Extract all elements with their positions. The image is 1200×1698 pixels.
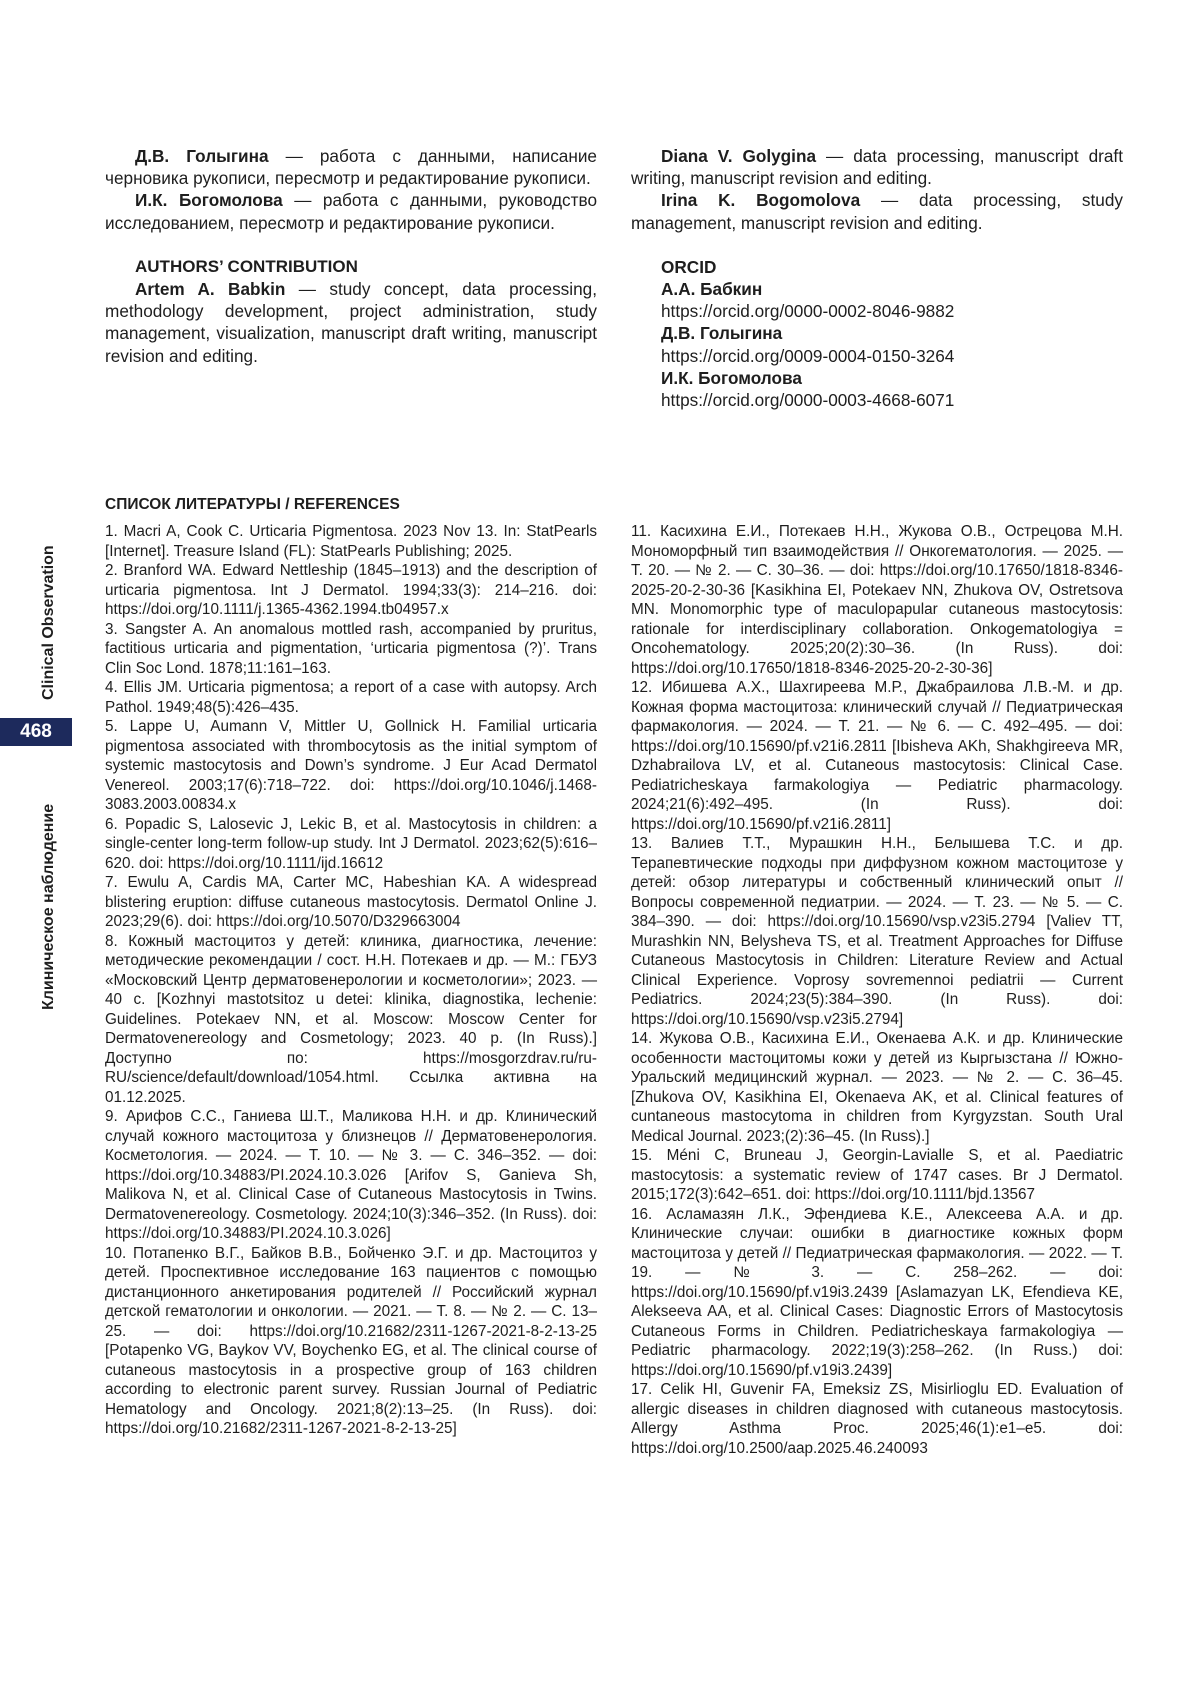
reference-item: 5. Lappe U, Aumann V, Mittler U, Gollnick H. Familial urticaria pigmentosa associated with thrombocytosis as the initial symptom of systemic mastocytosis and Down’s syndrome. J Eur Acad Dermatol Venereol. 2003;17(6):718–722. doi: https://doi.org/10.1046/j.1468-3083.2003.00834.x <box>105 718 597 813</box>
section-label-ru: Клиническое наблюдение <box>40 803 57 1010</box>
reference-item: 13. Валиев Т.Т., Мурашкин Н.Н., Белышева Т.С. и др. Терапевтические подходы при диффузном кожном мастоцитозе у детей: обзор литературы и собственный клинический опыт // Вопросы современной педиатрии. — 2024. — Т. 23. — № 5. — С. 384–390. — doi: https://doi.org/10.15690/vsp.v23i5.2794 [Valiev TT, Murashkin NN, Belysheva TS, et al. Treatment Approaches for Diffuse Cutaneous Mastocytosis in Children: Literature Review and Actual Clinical Experience. Voprosy sovremennoi pediatrii — Current Pediatrics. 2024;23(5):384–390. (In Russ). doi: https://doi.org/10.15690/vsp.v23i5.2794] <box>631 835 1123 1028</box>
author-name: Д.В. Голыгина <box>135 146 269 166</box>
reference-item: 14. Жукова О.В., Касихина Е.И., Окенаева А.К. и др. Клинические особенности мастоцитомы кожи у детей из Кыргызстана // Южно-Уральский медицинский журнал. — 2023. — № 2. — С. 36–45. [Zhukova OV, Kasikhina EI, Okenaeva AK, et al. Clinical features of cuntaneous mastocytoma in children from Kyrgyzstan. South Ural Medical Journal. 2023;(2):36–45. (In Russ).] <box>631 1030 1123 1145</box>
contribution-en-1 <box>105 278 597 367</box>
orcid-link[interactable]: https://orcid.org/0009-0004-0150-3264 <box>661 345 955 366</box>
author-name: Diana V. Golygina <box>661 146 816 166</box>
reference-item: 12. Ибишева А.Х., Шахгиреева М.Р., Джабраилова Л.В.-М. и др. Кожная форма мастоцитоза: клинический случай // Педиатрическая фармакология. — 2024. — Т. 21. — № 6. — С. 492–495. — doi: https://doi.org/10.15690/pf.v21i6.2811 [Ibisheva AKh, Shakhgireeva MR, Dzhabrailova LV, et al. Cutaneous mastocytosis: Clinical Case. Pediatricheskaya farmakologiya — Pediatric pharmacology. 2024;21(6):492–495. (In Russ). doi: https://doi.org/10.15690/pf.v21i6.2811] <box>631 679 1123 833</box>
contribution-ru-1 <box>105 145 597 189</box>
contribution-ru-2 <box>105 189 597 233</box>
contribution-text: — работа с данными, написание черновика рукописи, пересмотр и редактирование рукописи. <box>105 146 597 189</box>
page-number: 468 <box>0 718 72 746</box>
author-name: Irina K. Bogomolova <box>661 190 861 211</box>
orcid-section <box>661 256 1123 411</box>
contribution-text: — data processing, study management, manuscript revision and editing. <box>631 190 1123 233</box>
contribution-text: — работа с данными, руководство исследованием, пересмотр и редактирование рукописи. <box>105 190 598 233</box>
authors-contribution-heading: AUTHORS’ CONTRIBUTION <box>135 256 358 276</box>
author-name: И.К. Богомолова <box>135 190 283 211</box>
references-title: СПИСОК ЛИТЕРАТУРЫ / REFERENCES <box>105 496 400 513</box>
references-right-column <box>631 522 1123 1458</box>
references-left-column <box>105 522 597 1439</box>
contribution-text: — study concept, data processing, methodology development, project administration, study management, visualization, manuscript draft writing, manuscript revision and editing. <box>105 279 597 366</box>
orcid-name: А.А. Бабкин <box>661 279 763 300</box>
reference-item: 17. Celik HI, Guvenir FA, Emeksiz ZS, Misirlioglu ED. Evaluation of allergic diseases in children diagnosed with cutaneous mastocytosis. Allergy Asthma Proc. 2025;46(1):e1–e5. doi: https://doi.org/10.2500/aap.2025.46.240093 <box>631 1381 1123 1457</box>
orcid-heading: ORCID <box>661 256 717 277</box>
contribution-en-2 <box>631 145 1123 189</box>
section-label-en: Clinical Observation <box>40 545 57 700</box>
author-name: Artem A. Babkin <box>135 279 286 300</box>
orcid-link[interactable]: https://orcid.org/0000-0003-4668-6071 <box>661 390 955 411</box>
reference-item: 2. Branford WA. Edward Nettleship (1845–1913) and the description of urticaria pigmentosa. Int J Dermatol. 1994;33(3): 214–216. doi: https://doi.org/10.1111/j.1365-4362.1994.tb04957.x <box>105 562 597 618</box>
reference-item: 11. Касихина Е.И., Потекаев Н.Н., Жукова О.В., Острецова М.Н. Мономорфный тип взаимодействия // Онкогематология. — 2025. — Т. 20. — № 2. — С. 30–36. — doi: https://doi.org/10.17650/1818-8346-2025-20-2-30-36 [Kasikhina EI, Potekaev NN, Zhukova OV, Ostretsova MN. Monomorphic type of maculopapular cutaneous mastocytosis: rationale for interdisciplinary collaboration. Onkogematologiya = Oncohematology. 2025;20(2):30–36. (In Russ). doi: https://doi.org/10.17650/1818-8346-2025-20-2-30-36] <box>631 523 1123 677</box>
reference-item: 10. Потапенко В.Г., Байков В.В., Бойченко Э.Г. и др. Мастоцитоз у детей. Проспективное исследование 163 пациентов с помощью дистанционного анкетирования родителей // Российский журнал детской гематологии и онкологии. — 2021. — Т. 8. — № 2. — С. 13–25. — doi: https://doi.org/10.21682/2311-1267-2021-8-2-13-25 [Potapenko VG, Baykov VV, Boychenko EG, et al. The clinical course of cutaneous mastocytosis in a prospective group of 163 children according to electronic parent survey. Russian Journal of Pediatric Hematology and Oncology. 2021;8(2):13–25. (In Russ). doi: https://doi.org/10.21682/2311-1267-2021-8-2-13-25] <box>105 1244 597 1437</box>
contributions-left <box>105 145 597 367</box>
reference-item: 16. Асламазян Л.К., Эфендиева К.Е., Алексеева А.А. и др. Клинические случаи: ошибки в диагностике кожных форм мастоцитоза у детей // Педиатрическая фармакология. — 2022. — Т. 19. — № 3. — С. 258–262. — doi: https://doi.org/10.15690/pf.v19i3.2439 [Aslamazyan LK, Efendieva KE, Alekseeva AA, et al. Clinical Cases: Diagnostic Errors of Mastocytosis Cutaneous Forms in Children. Pediatricheskaya farmakologiya — Pediatric pharmacology. 2022;19(3):258–262. (In Russ.) doi: https://doi.org/10.15690/pf.v19i3.2439] <box>631 1205 1123 1379</box>
orcid-link[interactable]: https://orcid.org/0000-0002-8046-9882 <box>661 301 955 322</box>
reference-item: 3. Sangster A. An anomalous mottled rash, accompanied by pruritus, factitious urticaria and pigmentation, ‘urticaria pigmentosa (?)’. Trans Clin Soc Lond. 1878;11:161–163. <box>105 620 597 677</box>
contribution-en-3 <box>631 189 1123 233</box>
reference-item: 4. Ellis JM. Urticaria pigmentosa; a report of a case with autopsy. Arch Pathol. 1949;48(5):426–435. <box>105 679 597 716</box>
orcid-name: Д.В. Голыгина <box>661 323 783 344</box>
reference-item: 6. Popadic S, Lalosevic J, Lekic B, et al. Mastocytosis in children: a single-center long-term follow-up study. Int J Dermatol. 2023;62(5):616–620. doi: https://doi.org/10.1111/ijd.16612 <box>105 815 597 872</box>
reference-item: 15. Méni C, Bruneau J, Georgin-Lavialle S, et al. Paediatric mastocytosis: a systematic review of 1747 cases. Br J Dermatol. 2015;172(3):642–651. doi: https://doi.org/10.1111/bjd.13567 <box>631 1147 1123 1203</box>
reference-item: 9. Арифов С.С., Ганиева Ш.Т., Маликова Н.Н. и др. Клинический случай кожного мастоцитоза у близнецов // Дерматовенерология. Косметология. — 2024. — Т. 10. — № 3. — С. 346–352. — doi: https://doi.org/10.34883/PI.2024.10.3.026 [Arifov S, Ganieva Sh, Malikova N, et al. Clinical Case of Cutaneous Mastocytosis in Twins. Dermatovenereology. Cosmetology. 2024;10(3):346–352. (In Russ). doi: https://doi.org/10.34883/PI.2024.10.3.026] <box>105 1108 597 1242</box>
reference-item: 8. Кожный мастоцитоз у детей: клиника, диагностика, лечение: методические рекомендации / сост. Н.Н. Потекаев и др. — М.: ГБУЗ «Московский Центр дерматовенерологии и косметологии»; 2023. — 40 с. [Kozhnyi mastotsitoz u detei: klinika, diagnostika, lechenie: Guidelines. Potekaev NN, et al. Moscow: Moscow Center for Dermatovenereology and Cosmetology; 2023. 40 p. (In Russ).] Доступно по: https://mosgorzdrav.ru/ru-RU/science/default/download/1054.html. Ссылка активна на 01.12.2025. <box>105 932 597 1106</box>
reference-item: 1. Macri A, Cook C. Urticaria Pigmentosa. 2023 Nov 13. In: StatPearls [Internet]. Treasure Island (FL): StatPearls Publishing; 2025. <box>105 523 597 560</box>
reference-item: 7. Ewulu A, Cardis MA, Carter MC, Habeshian KA. A widespread blistering eruption: diffuse cutaneous mastocytosis. Dermatol Online J. 2023;29(6). doi: https://doi.org/10.5070/D329663004 <box>105 874 597 930</box>
contribution-text: — data processing, manuscript draft writing, manuscript revision and editing. <box>631 146 1123 189</box>
orcid-name: И.К. Богомолова <box>661 367 802 388</box>
contributions-right <box>631 145 1123 411</box>
